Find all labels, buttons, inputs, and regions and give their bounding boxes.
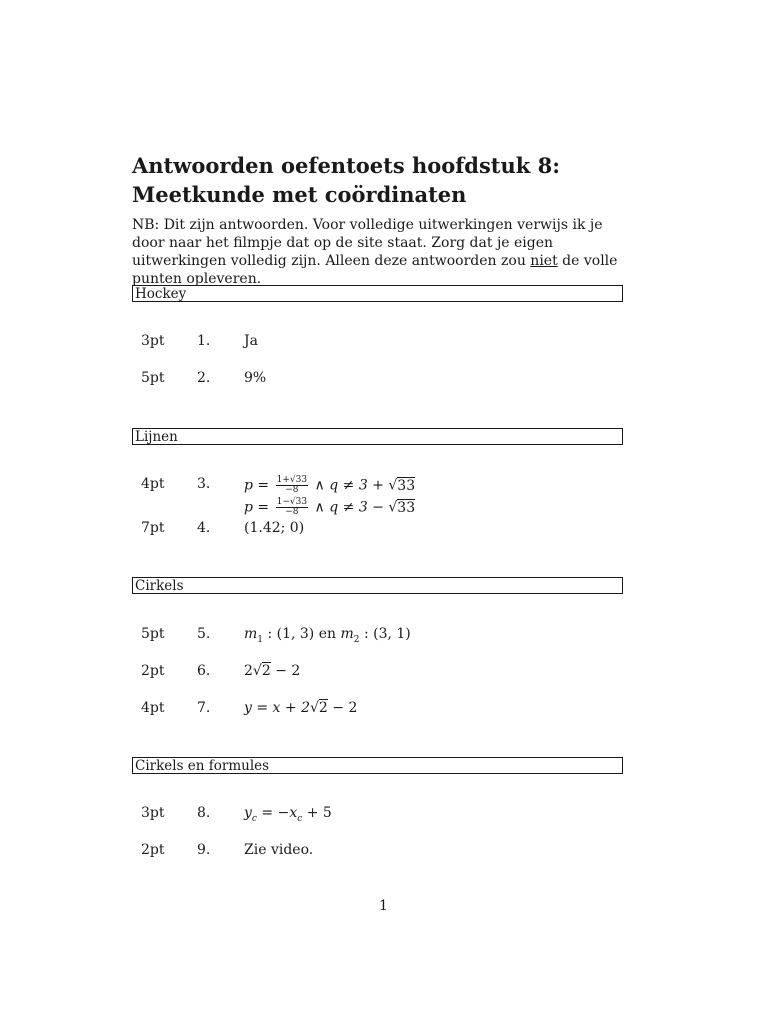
answer-formula: y = x + 2√2 − 2: [244, 700, 358, 716]
answer-points: 3pt: [141, 805, 165, 821]
answer-formula: $y_c = -x_c + 5$: [244, 805, 332, 824]
answer-points: 4pt: [141, 476, 165, 492]
answer-points: 2pt: [141, 842, 165, 858]
answer-number: 9.: [197, 842, 211, 858]
answer-points: 7pt: [141, 520, 165, 536]
answer-number: 7.: [197, 700, 211, 716]
answer-formula: 2√2 − 2: [244, 663, 301, 679]
section-cirkels: Cirkels: [132, 577, 623, 594]
intro-text-2: de volle punten opleveren.: [132, 253, 618, 287]
fraction: $\frac{1+√33}{-8}$: [276, 475, 308, 495]
section-hockey: Hockey: [132, 285, 623, 302]
answer-formula: $m_1$ : (1, 3) en $m_2$ : (3, 1): [244, 626, 411, 645]
answer-points: 4pt: [141, 700, 165, 716]
answer-number: 1.: [197, 333, 211, 349]
answer-number: 2.: [197, 370, 211, 386]
answer-formula: p = $\frac{1+√33}{-8}$ ∧ q ≠ 3 + √33: [244, 475, 416, 495]
answer-points: 2pt: [141, 663, 165, 679]
answer-formula: p = $\frac{1-√33}{-8}$ ∧ q ≠ 3 − √33: [244, 497, 416, 517]
answer-points: 5pt: [141, 370, 165, 386]
answer-number: 6.: [197, 663, 211, 679]
intro-text-1: NB: Dit zijn antwoorden. Voor volledige uitwerkingen verwijs ik je door naar het filmpje dat op de site staat. Zorg dat je eigen uitwerkingen volledig zijn. Alleen deze antwoorden zou: [132, 217, 603, 269]
section-cirkels-en-formules: Cirkels en formules: [132, 757, 623, 774]
section-lijnen: Lijnen: [132, 428, 623, 445]
answer-text: Ja: [244, 333, 258, 349]
answer-number: 8.: [197, 805, 211, 821]
answer-text: 9%: [244, 370, 267, 386]
answer-number: 5.: [197, 626, 211, 642]
answer-number: 4.: [197, 520, 211, 536]
answer-text: (1.42; 0): [244, 520, 305, 536]
intro-emphasis: niet: [530, 253, 558, 269]
page-title: Antwoorden oefentoets hoofdstuk 8: Meetkunde met coördinaten: [132, 153, 560, 207]
intro-note: [132, 216, 632, 288]
answer-points: 5pt: [141, 626, 165, 642]
fraction: $\frac{1-√33}{-8}$: [276, 497, 308, 517]
answer-number: 3.: [197, 476, 211, 492]
answer-points: 3pt: [141, 333, 165, 349]
page-number: 1: [379, 898, 388, 914]
answer-text: Zie video.: [244, 842, 314, 858]
